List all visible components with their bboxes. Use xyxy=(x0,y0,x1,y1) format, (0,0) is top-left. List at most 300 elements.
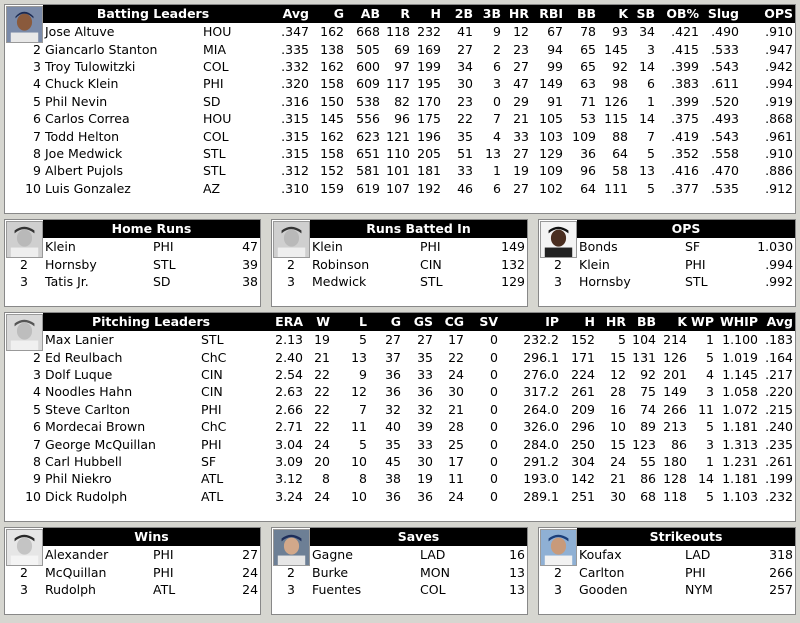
table-row[interactable] xyxy=(539,255,795,272)
stat-cell: 3.12 xyxy=(275,471,303,487)
player-name: Klein xyxy=(45,239,76,255)
stat-cell: 0 xyxy=(490,488,498,504)
stat-cell: 22 xyxy=(457,111,473,127)
column-header: WHIP xyxy=(716,313,760,331)
player-name: Max Lanier xyxy=(45,332,114,348)
team-cell: PHI xyxy=(153,239,174,255)
team-cell: HOU xyxy=(203,111,232,127)
stat-cell: 27 xyxy=(385,332,401,348)
saves-panel xyxy=(271,527,528,615)
team-cell: CIN xyxy=(201,384,223,400)
stat-cell: 23 xyxy=(457,93,473,109)
stat-cell: 47 xyxy=(242,239,259,255)
column-header: HR xyxy=(503,5,531,23)
stat-cell: 289.1 xyxy=(523,488,559,504)
stat-cell: 65 xyxy=(580,58,596,74)
stat-cell: 2.40 xyxy=(275,349,303,365)
stat-cell: 131 xyxy=(632,349,656,365)
team-cell: STL xyxy=(153,256,176,272)
stat-cell: 317.2 xyxy=(523,384,559,400)
column-header: OB% xyxy=(657,5,701,23)
section-title: Home Runs xyxy=(43,220,260,238)
player-name: Phil Nevin xyxy=(45,93,108,109)
batting-leaders-table xyxy=(5,5,795,197)
table-row[interactable] xyxy=(5,488,795,505)
stat-cell: 158 xyxy=(320,145,344,161)
stat-cell: 2 xyxy=(493,41,501,57)
stat-cell: 13 xyxy=(509,564,525,580)
stat-cell: 3.09 xyxy=(275,453,303,469)
photo-spacer xyxy=(272,528,310,546)
player-name: Hornsby xyxy=(579,273,631,289)
stat-cell: 47 xyxy=(513,76,529,92)
stat-cell: .520 xyxy=(711,93,739,109)
team-cell: ATL xyxy=(201,471,224,487)
stat-cell: .347 xyxy=(281,24,309,40)
stat-cell: 199 xyxy=(417,58,441,74)
stat-cell: .910 xyxy=(765,145,793,161)
stat-cell: 21 xyxy=(610,471,626,487)
player-name: Fuentes xyxy=(312,581,362,597)
team-cell: PHI xyxy=(153,547,174,563)
table-row[interactable] xyxy=(5,110,795,127)
stat-cell: 1.313 xyxy=(722,436,758,452)
table-header-row xyxy=(539,528,795,546)
stat-cell: 10 xyxy=(610,419,626,435)
stat-cell: 128 xyxy=(663,471,687,487)
rank-cell: 6 xyxy=(33,111,41,127)
stat-cell: 9 xyxy=(493,24,501,40)
table-row[interactable] xyxy=(5,470,795,487)
stat-cell: 232 xyxy=(417,24,441,40)
stat-cell: 5 xyxy=(618,332,626,348)
team-cell: ChC xyxy=(201,349,227,365)
table-row[interactable] xyxy=(539,563,795,580)
stat-cell: 82 xyxy=(394,93,410,109)
stat-cell: 24 xyxy=(242,581,259,597)
player-name: Burke xyxy=(312,564,349,580)
strikeouts-table xyxy=(539,528,795,598)
stat-cell: 45 xyxy=(385,453,401,469)
stat-cell: .992 xyxy=(765,273,794,289)
stat-cell: .320 xyxy=(281,76,309,92)
stat-cell: 213 xyxy=(663,419,687,435)
stat-cell: 171 xyxy=(571,349,595,365)
rank-cell: 5 xyxy=(33,93,41,109)
stat-cell: 36 xyxy=(580,145,596,161)
table-row[interactable] xyxy=(5,348,795,365)
stat-cell: 20 xyxy=(314,453,330,469)
table-row[interactable] xyxy=(5,255,260,272)
team-cell: PHI xyxy=(201,401,222,417)
stat-cell: 264.0 xyxy=(523,401,559,417)
table-row[interactable] xyxy=(539,546,795,563)
stat-cell: .415 xyxy=(671,41,699,57)
stat-cell: .399 xyxy=(671,58,699,74)
stat-cell: 651 xyxy=(356,145,380,161)
stat-cell: 3.04 xyxy=(275,436,303,452)
stat-cell: 304 xyxy=(571,453,595,469)
table-row[interactable] xyxy=(539,581,795,598)
stat-cell: 4 xyxy=(493,128,501,144)
rank-cell xyxy=(539,546,577,563)
table-row[interactable] xyxy=(5,127,795,144)
stat-cell: 5 xyxy=(706,349,714,365)
rank-cell xyxy=(272,238,310,255)
stat-cell: 96 xyxy=(394,111,410,127)
stat-cell: .543 xyxy=(711,58,739,74)
stat-cell: 27 xyxy=(513,180,529,196)
column-header: 3B xyxy=(475,5,503,23)
stat-cell: 284.0 xyxy=(523,436,559,452)
stat-cell: .383 xyxy=(671,76,699,92)
stat-cell: .533 xyxy=(711,41,739,57)
stat-cell: 11 xyxy=(448,471,464,487)
rank-cell: 2 xyxy=(20,564,28,580)
stat-cell: 3 xyxy=(706,436,714,452)
stat-cell: 193.0 xyxy=(523,471,559,487)
table-row[interactable] xyxy=(272,255,527,272)
player-name: Carlton xyxy=(579,564,625,580)
stat-cell: 181 xyxy=(417,163,441,179)
stat-cell: 98 xyxy=(612,76,628,92)
stat-cell: 14 xyxy=(639,111,655,127)
stat-cell: 35 xyxy=(385,436,401,452)
rank-cell: 4 xyxy=(33,384,41,400)
table-row[interactable] xyxy=(5,563,260,580)
section-title: Pitching Leaders xyxy=(43,313,259,331)
stat-cell: 75 xyxy=(640,384,656,400)
stat-cell: 10 xyxy=(351,488,367,504)
column-header: IP xyxy=(500,313,561,331)
stat-cell: 107 xyxy=(386,180,410,196)
stat-cell: 22 xyxy=(314,419,330,435)
stat-cell: .352 xyxy=(671,145,699,161)
stat-cell: 152 xyxy=(571,332,595,348)
column-header: H xyxy=(412,5,443,23)
player-name: George McQuillan xyxy=(45,436,156,452)
stat-cell: 21 xyxy=(314,349,330,365)
player-name: Rudolph xyxy=(45,581,96,597)
stat-cell: 32 xyxy=(417,401,433,417)
stat-cell: 65 xyxy=(580,41,596,57)
player-name: Robinson xyxy=(312,256,370,272)
photo-spacer xyxy=(272,220,310,238)
table-row[interactable] xyxy=(272,581,527,598)
stat-cell: 318 xyxy=(769,547,794,563)
stat-cell: 158 xyxy=(320,76,344,92)
rank-cell: 2 xyxy=(287,256,295,272)
column-header: Avg xyxy=(760,313,795,331)
stat-cell: 92 xyxy=(640,366,656,382)
rank-cell: 9 xyxy=(33,471,41,487)
rank-cell: 2 xyxy=(20,256,28,272)
table-row[interactable] xyxy=(272,563,527,580)
stat-cell: 1.072 xyxy=(722,401,758,417)
stat-cell: 91 xyxy=(547,93,563,109)
stat-cell: 0 xyxy=(490,419,498,435)
stat-cell: .942 xyxy=(765,58,793,74)
stat-cell: 19 xyxy=(417,471,433,487)
rank-cell xyxy=(539,238,577,255)
table-row[interactable] xyxy=(5,40,795,57)
team-cell: CIN xyxy=(420,256,442,272)
stat-cell: 24 xyxy=(448,488,464,504)
stat-cell: .261 xyxy=(765,453,793,469)
table-row[interactable] xyxy=(272,238,527,255)
player-name: Troy Tulowitzki xyxy=(45,58,136,74)
rank-cell: 2 xyxy=(554,564,562,580)
wins-table xyxy=(5,528,260,598)
stat-cell: 1.231 xyxy=(722,453,758,469)
rank-cell: 7 xyxy=(33,436,41,452)
stat-cell: 86 xyxy=(671,436,687,452)
stat-cell: 180 xyxy=(663,453,687,469)
stat-cell: 110 xyxy=(386,145,410,161)
table-row[interactable] xyxy=(5,366,795,383)
stat-cell: 6 xyxy=(647,76,655,92)
strikeouts-panel xyxy=(538,527,796,615)
team-cell: PHI xyxy=(420,239,441,255)
stat-cell: 5 xyxy=(706,488,714,504)
table-row[interactable] xyxy=(5,383,795,400)
team-cell: STL xyxy=(420,273,443,289)
stat-cell: 25 xyxy=(448,436,464,452)
photo-spacer xyxy=(5,313,43,331)
stat-cell: 109 xyxy=(572,128,596,144)
table-row[interactable] xyxy=(5,546,260,563)
table-row[interactable] xyxy=(5,58,795,75)
rank-cell: 9 xyxy=(33,163,41,179)
stat-cell: 39 xyxy=(417,419,433,435)
stat-cell: 17 xyxy=(448,453,464,469)
team-cell: LAD xyxy=(685,547,711,563)
stat-cell: 214 xyxy=(663,332,687,348)
stat-cell: 38 xyxy=(242,273,259,289)
player-name: Giancarlo Stanton xyxy=(45,41,158,57)
stat-cell: 22 xyxy=(314,401,330,417)
stat-cell: 619 xyxy=(356,180,380,196)
player-name: Steve Carlton xyxy=(45,401,131,417)
stat-cell: .416 xyxy=(671,163,699,179)
team-cell: PHI xyxy=(153,564,174,580)
column-header: L xyxy=(332,313,369,331)
stat-cell: 78 xyxy=(580,24,596,40)
column-header: AB xyxy=(346,5,382,23)
section-title: Runs Batted In xyxy=(310,220,527,238)
stat-cell: 13 xyxy=(485,145,501,161)
stat-cell: 28 xyxy=(448,419,464,435)
stat-cell: 118 xyxy=(386,24,410,40)
stat-cell: .558 xyxy=(711,145,739,161)
team-cell: HOU xyxy=(203,24,232,40)
rbi-table xyxy=(272,220,527,290)
ops-panel xyxy=(538,219,796,307)
stat-cell: 12 xyxy=(351,384,367,400)
stat-cell: 35 xyxy=(457,128,473,144)
photo-spacer xyxy=(5,220,43,238)
stat-cell: .421 xyxy=(671,24,699,40)
table-row[interactable] xyxy=(5,401,795,418)
table-row[interactable] xyxy=(5,145,795,162)
stat-cell: 24 xyxy=(610,453,626,469)
player-name: Carl Hubbell xyxy=(45,453,122,469)
section-title: Batting Leaders xyxy=(43,5,263,23)
team-cell: NYM xyxy=(685,581,713,597)
stat-cell: 556 xyxy=(356,111,380,127)
stat-cell: 33 xyxy=(513,128,529,144)
stat-cell: 38 xyxy=(385,471,401,487)
stat-cell: 39 xyxy=(242,256,259,272)
team-cell: SF xyxy=(685,239,701,255)
player-name: McQuillan xyxy=(45,564,107,580)
table-row[interactable] xyxy=(272,273,527,290)
rbi-panel xyxy=(271,219,528,307)
team-cell: COL xyxy=(203,128,229,144)
column-header: H xyxy=(561,313,597,331)
stat-cell: 170 xyxy=(417,93,441,109)
stat-cell: 101 xyxy=(386,163,410,179)
stat-cell: 68 xyxy=(640,488,656,504)
table-row[interactable] xyxy=(5,23,795,40)
stat-cell: 27 xyxy=(417,332,433,348)
stat-cell: 103 xyxy=(539,128,563,144)
stat-cell: 1.019 xyxy=(722,349,758,365)
table-row[interactable] xyxy=(5,75,795,92)
player-name: Alexander xyxy=(45,547,109,563)
stat-cell: 12 xyxy=(610,366,626,382)
player-name: Noodles Hahn xyxy=(45,384,133,400)
stat-cell: 16 xyxy=(610,401,626,417)
rank-cell xyxy=(5,331,43,348)
stat-cell: .611 xyxy=(711,76,739,92)
table-row[interactable] xyxy=(5,435,795,452)
rank-cell: 3 xyxy=(554,581,562,597)
table-row[interactable] xyxy=(539,238,795,255)
stat-cell: .220 xyxy=(765,384,793,400)
stat-cell: 13 xyxy=(639,163,655,179)
team-cell: SD xyxy=(203,93,221,109)
stat-cell: .215 xyxy=(765,401,793,417)
stat-cell: .164 xyxy=(765,349,793,365)
stat-cell: 33 xyxy=(417,436,433,452)
stat-cell: 109 xyxy=(539,163,563,179)
table-row[interactable] xyxy=(5,238,260,255)
table-row[interactable] xyxy=(5,273,260,290)
team-cell: ATL xyxy=(153,581,176,597)
stat-cell: .199 xyxy=(765,471,793,487)
stat-cell: 538 xyxy=(356,93,380,109)
stat-cell: 581 xyxy=(356,163,380,179)
table-row[interactable] xyxy=(5,162,795,179)
stat-cell: 1.145 xyxy=(722,366,758,382)
rank-cell: 2 xyxy=(287,564,295,580)
team-cell: STL xyxy=(203,145,226,161)
stat-cell: 99 xyxy=(547,58,563,74)
team-cell: COL xyxy=(420,581,446,597)
rank-cell: 3 xyxy=(287,273,295,289)
stat-cell: .961 xyxy=(765,128,793,144)
stat-cell: .315 xyxy=(281,111,309,127)
stat-cell: 94 xyxy=(547,41,563,57)
stat-cell: 296.1 xyxy=(523,349,559,365)
player-name: Todd Helton xyxy=(45,128,120,144)
stat-cell: 169 xyxy=(417,41,441,57)
rank-cell: 8 xyxy=(33,453,41,469)
stat-cell: 3 xyxy=(493,76,501,92)
table-row[interactable] xyxy=(5,581,260,598)
rank-cell: 7 xyxy=(33,128,41,144)
stat-cell: 7 xyxy=(493,111,501,127)
stat-cell: 24 xyxy=(314,488,330,504)
team-cell: SF xyxy=(201,453,217,469)
table-row[interactable] xyxy=(5,93,795,110)
stat-cell: 5 xyxy=(359,332,367,348)
column-header: Slug xyxy=(701,5,741,23)
stat-cell: 96 xyxy=(580,163,596,179)
column-header: BB xyxy=(628,313,658,331)
table-row[interactable] xyxy=(5,331,795,348)
table-row[interactable] xyxy=(539,273,795,290)
stat-cell: 1.030 xyxy=(757,239,794,255)
rank-cell: 3 xyxy=(554,273,562,289)
player-name: Gooden xyxy=(579,581,628,597)
stat-cell: .910 xyxy=(765,24,793,40)
player-name: Tatis Jr. xyxy=(45,273,89,289)
photo-spacer xyxy=(539,528,577,546)
team-cell: PHI xyxy=(685,564,706,580)
stat-cell: 121 xyxy=(386,128,410,144)
player-name: Medwick xyxy=(312,273,367,289)
stat-cell: 67 xyxy=(547,24,563,40)
stat-cell: 71 xyxy=(580,93,596,109)
stat-cell: .543 xyxy=(711,128,739,144)
table-row[interactable] xyxy=(5,418,795,435)
stat-cell: 261 xyxy=(571,384,595,400)
stat-cell: 266 xyxy=(663,401,687,417)
column-header: WP xyxy=(689,313,716,331)
table-header-row xyxy=(272,528,527,546)
column-header: K xyxy=(658,313,689,331)
player-name: Bonds xyxy=(579,239,618,255)
stat-cell: 257 xyxy=(769,581,794,597)
stat-cell: 63 xyxy=(580,76,596,92)
stat-cell: 132 xyxy=(501,256,525,272)
stat-cell: 266 xyxy=(769,564,794,580)
section-title: Wins xyxy=(43,528,260,546)
stat-cell: 33 xyxy=(457,163,473,179)
stat-cell: 1.058 xyxy=(722,384,758,400)
stat-cell: 105 xyxy=(539,111,563,127)
table-header-row xyxy=(5,5,795,23)
stat-cell: 326.0 xyxy=(523,419,559,435)
table-row[interactable] xyxy=(272,546,527,563)
player-name: Hornsby xyxy=(45,256,97,272)
stat-cell: 126 xyxy=(663,349,687,365)
stat-cell: 97 xyxy=(394,58,410,74)
stat-cell: 15 xyxy=(610,436,626,452)
stat-cell: 32 xyxy=(385,401,401,417)
stat-cell: 3 xyxy=(647,41,655,57)
table-row[interactable] xyxy=(5,180,795,197)
table-row[interactable] xyxy=(5,453,795,470)
stat-cell: 192 xyxy=(417,180,441,196)
stat-cell: 19 xyxy=(513,163,529,179)
stat-cell: 13 xyxy=(351,349,367,365)
stat-cell: 149 xyxy=(539,76,563,92)
rank-cell: 8 xyxy=(33,145,41,161)
stat-cell: 123 xyxy=(632,436,656,452)
